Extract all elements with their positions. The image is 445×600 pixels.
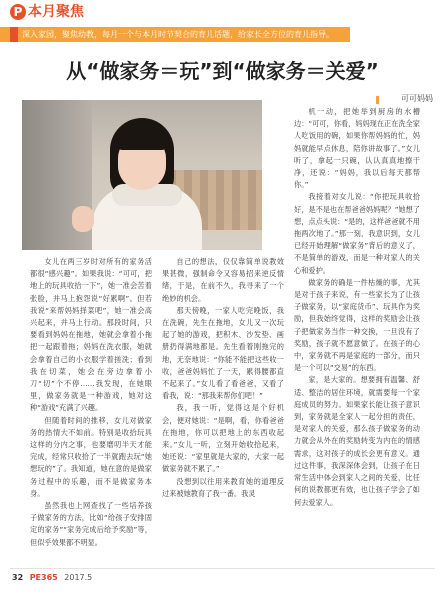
article-title: 从“做家务＝玩”到“做家务＝关爱” [66,59,379,83]
paragraph: 但随着时间的推移，女儿对做家务的热情大不如前。特别是收拾玩具这样的分内之事，也要磨叨半天才能完成，经常只收拾了一半就跑去玩“她想玩的”了。我知道，她在意的是做家务过程中的乐趣，而不是做家务本身。 [30,415,152,498]
paragraph: 女儿在两三岁时对所有的家务活都很“感兴趣”。如果我说：“可可，把地上的玩具收拾一下”，她一准会苦着张脸，并马上抱怨说“好累啊”。但若我说“来帮妈妈择菜吧”，她一准会高兴起来，并马上行动。那段时间，只要看到妈妈在拖地，她就会拿着小拖把一起跟着拖；妈妈在洗衣服，她就会拿着自己的小衣服学着搓洗；看到我在切菜，她会在旁边拿着小刀“切”个不停……我发现，在她眼里，做家务就是一种游戏，她对这种“游戏”充满了兴趣。 [30,257,152,413]
paragraph: 那天傍晚，一家人吃完晚饭，我在洗碗，先生在拖地，女儿又一次玩起了她的游戏，把积木、沙发垫、画册扔得满地都是。先生看着刚拖完的地，无奈地说：“你能不能把这些收一收，爸爸妈妈忙了一天，累得腰都直不起来了。”女儿看了看爸爸，又看了看我，说：“那我来帮你们吧！” [162,305,284,401]
paragraph: 我，我一听，觉得这是个好机会，便对她说：“是啊，看，你看爸爸在拖地，你可以把地上的东西收起来。”女儿一听，立刻开始收拾起来，她还说：“家里就是大家的，大家一起做家务就不累了。” [162,403,284,474]
page-footer [12,573,92,583]
banner-tab-marker [10,27,18,42]
paragraph: 我接着对女儿说：“你把玩具收拾好，是不是也在帮爸爸妈妈呢？”她想了想，点点头说：“是的，这样爸爸就不用拖两次地了。”那一刻，我意识到，女儿已经开始理解“做家务”背后的意义了，不是简单的游戏，而是一种对家人的关心和爱护。 [294,192,420,275]
paragraph: 自己的想法，仅仅靠简单说教效果甚微，强制命令又容易招来逆反情绪，于是，在前不久，我寻来了一个绝妙的机会。 [162,257,284,303]
page-header [0,0,445,48]
section-title: 本月聚焦 [28,4,84,20]
author-marker [376,96,379,104]
banner-text: 深入家园，聚焦幼教，每月一个与本月时节契合的育儿话题，给家长全方位的育儿指导。 [22,30,334,39]
paragraph: 机一动，把她举到厨房的水槽边：“可可，你看，妈妈现在正在洗全家人吃饭用的碗，如果你帮妈妈的忙，妈妈就能早点休息，陪你讲故事了。”女儿听了，拿起一只碗，认认真真地擦干净，还说：“妈妈，我以后每天都帮你。” [294,107,420,190]
body-column-2 [162,256,284,556]
paragraph: 没想到以往用来教育她的道理反过来被她教育了我一番。我灵 [162,476,284,498]
article-author: 可可妈妈 [401,94,433,103]
issue-date: 2017.5 [64,573,93,582]
magazine-name: PE365 [29,573,58,582]
body-column-3 [294,106,420,562]
footer-divider [10,568,435,569]
section-logo-icon: P [10,4,26,20]
body-column-1 [30,256,152,556]
paragraph: 家，是大家的。想要拥有温馨、舒适、整洁的居住环境，就需要每一个家庭成员的努力。如果家长能让孩子意识到，家务就是全家人一起分担的责任，是对家人的关爱，那么孩子做家务的动力就会从外在的奖励转变为内在的情感需求，这对孩子的成长会更有意义。通过这件事，我深深体会到，让孩子在日常生活中体会到家人之间的关爱，比任何的说教都更有效，也让孩子学会了如何去爱家人。 [294,375,420,507]
article-photo [22,100,262,250]
paragraph: 做家务的确是一件枯燥的事，尤其是对于孩子来说，有一些家长为了让孩子做家务，以“家庭货币”、玩具作为奖励，但我始终觉得，这样的奖励会让孩子把做家务当作一种交换，一旦没有了奖励，孩子就不愿意做了。在孩子的心中，家务就不再是家庭的一部分，而只是一个可以“交易”的东西。 [294,277,420,373]
paragraph: 虽然我也上网查找了一些培养孩子做家务的方法，比如“给孩子安排固定的家务”“家务完成后给予奖励”等，但似乎效果都不明显。 [30,501,152,547]
page-number: 32 [12,573,24,582]
